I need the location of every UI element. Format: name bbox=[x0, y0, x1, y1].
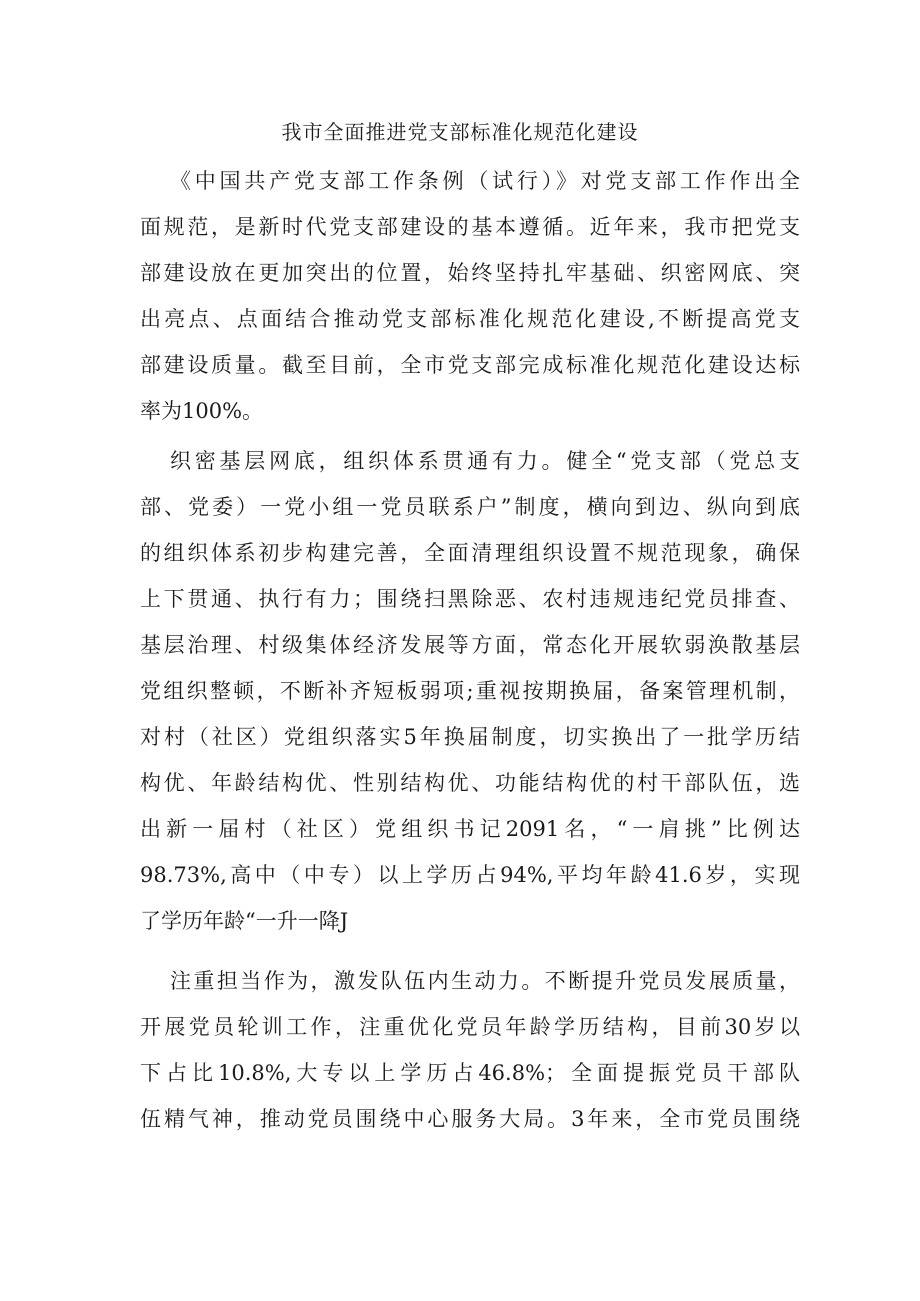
paragraph-1-line-4: 出亮点、点面结合推动党支部标准化规范化建设,不断提高党支 bbox=[140, 307, 800, 331]
paragraph-2-line-7: 对村（社区）党组织落实5年换届制度，切实换出了一批学历结 bbox=[140, 725, 800, 749]
paragraph-2-line-6: 党组织整顿，不断补齐短板弱项;重视按期换届，备案管理机制， bbox=[140, 679, 800, 703]
paragraph-1-line-6: 率为100%。 bbox=[140, 399, 264, 423]
document-title: 我市全面推进党支部标准化规范化建设 bbox=[281, 120, 639, 144]
paragraph-2-line-10: 98.73%,高中（中专）以上学历占94%,平均年龄41.6岁，实现 bbox=[140, 863, 800, 887]
paragraph-3-line-3: 下占比10.8%,大专以上学历占46.8%；全面提振党员干部队 bbox=[140, 1061, 800, 1085]
paragraph-3-line-1: 注重担当作为，激发队伍内生动力。不断提升党员发展质量， bbox=[170, 969, 800, 993]
paragraph-2-line-2: 部、党委）一党小组一党员联系户”制度，横向到边、纵向到底 bbox=[140, 495, 800, 519]
paragraph-3-line-2: 开展党员轮训工作，注重优化党员年龄学历结构，目前30岁以 bbox=[140, 1015, 800, 1039]
paragraph-2-line-9: 出新一届村（社区）党组织书记2091名，“一肩挑”比例达 bbox=[140, 817, 800, 841]
paragraph-2-line-3: 的组织体系初步构建完善，全面清理组织设置不规范现象，确保 bbox=[140, 541, 800, 565]
paragraph-1-line-2: 面规范，是新时代党支部建设的基本遵循。近年来，我市把党支 bbox=[140, 215, 800, 239]
paragraph-2-line-8: 构优、年龄结构优、性别结构优、功能结构优的村干部队伍，选 bbox=[140, 771, 800, 795]
paragraph-2-line-1: 织密基层网底，组织体系贯通有力。健全“党支部（党总支 bbox=[170, 449, 800, 473]
paragraph-2-line-5: 基层治理、村级集体经济发展等方面，常态化开展软弱涣散基层 bbox=[140, 633, 800, 657]
paragraph-1-line-1: 《中国共产党支部工作条例（试行）》对党支部工作作出全 bbox=[170, 169, 800, 193]
paragraph-1-line-3: 部建设放在更加突出的位置，始终坚持扎牢基础、织密网底、突 bbox=[140, 261, 800, 285]
paragraph-2-line-11: 了学历年龄“一升一降J bbox=[140, 909, 349, 933]
paragraph-1-line-5: 部建设质量。截至目前，全市党支部完成标准化规范化建设达标 bbox=[140, 353, 800, 377]
paragraph-2-line-4: 上下贯通、执行有力；围绕扫黑除恶、农村违规违纪党员排查、 bbox=[140, 587, 800, 611]
paragraph-3-line-4: 伍精气神，推动党员围绕中心服务大局。3年来，全市党员围绕 bbox=[140, 1107, 800, 1131]
